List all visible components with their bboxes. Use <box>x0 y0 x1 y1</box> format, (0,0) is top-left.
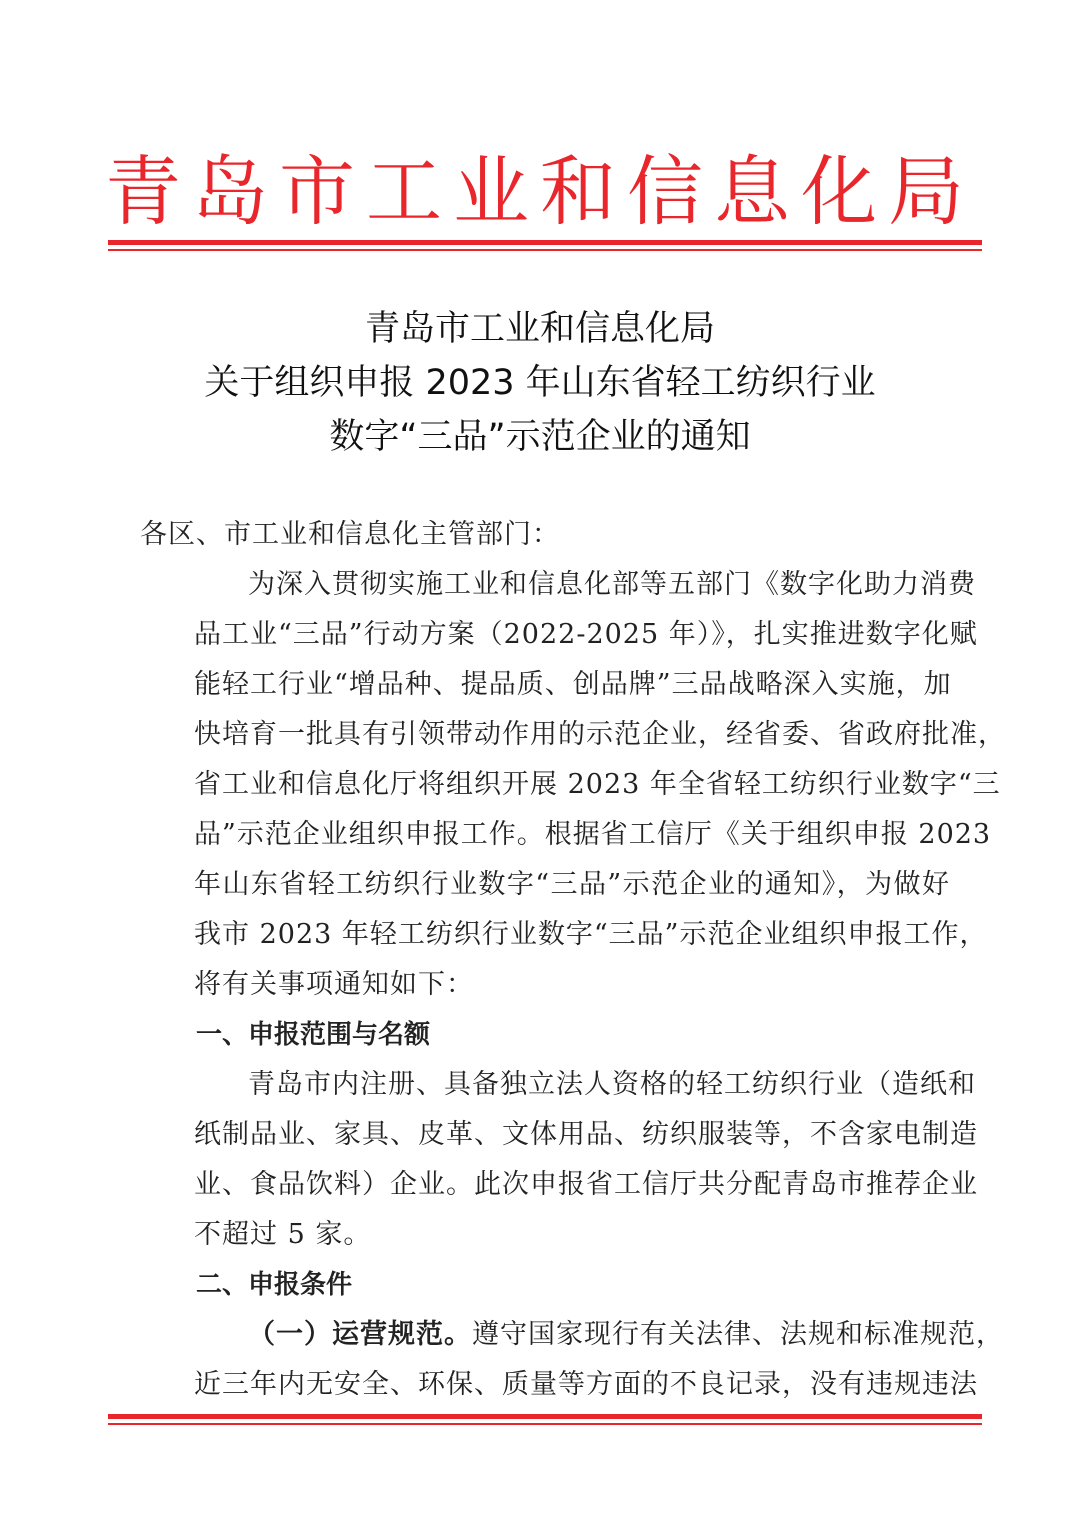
masthead-title: 青岛市工业和信息化局 <box>105 147 975 236</box>
document-title <box>0 302 1080 464</box>
intro-line: 年山东省轻工纺织行业数字“三品”示范企业的通知》，为做好 <box>194 869 950 900</box>
intro-line: 省工业和信息化厅将组织开展 2023 年全省轻工纺织行业数字“三 <box>194 769 1001 800</box>
section-2-heading: 二、申报条件 <box>196 1270 353 1300</box>
intro-line: 我市 2023 年轻工纺织行业数字“三品”示范企业组织申报工作， <box>194 919 988 950</box>
section-1-line: 不超过 5 家。 <box>194 1219 372 1250</box>
intro-line: 快培育一批具有引领带动作用的示范企业，经省委、省政府批准， <box>194 719 1006 750</box>
header-rule-thick <box>108 240 982 245</box>
section-1-line: 青岛市内注册、具备独立法人资格的轻工纺织行业（造纸和 <box>248 1069 976 1100</box>
document-body <box>140 510 1006 1410</box>
header-rule-thin <box>108 249 982 251</box>
condition-1-line <box>140 1310 1004 1360</box>
intro-line: 品”示范企业组织申报工作。根据省工信厅《关于组织申报 2023 <box>194 819 992 850</box>
footer-rule-thin <box>108 1423 982 1425</box>
intro-line: 将有关事项通知如下： <box>194 969 474 1000</box>
footer-rule-thick <box>108 1414 982 1419</box>
section-2-paragraph <box>140 1310 1004 1410</box>
intro-line: 为深入贯彻实施工业和信息化部等五部门《数字化助力消费 <box>248 569 976 600</box>
section-1-line: 业、食品饮料）企业。此次申报省工信厅共分配青岛市推荐企业 <box>194 1169 978 1200</box>
section-1-line: 纸制品业、家具、皮革、文体用品、纺织服装等，不含家电制造 <box>194 1119 978 1150</box>
condition-1-label: （一）运营规范。 <box>248 1319 472 1350</box>
section-1-paragraph <box>140 1060 978 1260</box>
condition-1-line-2: 近三年内无安全、环保、质量等方面的不良记录，没有违规违法 <box>194 1369 978 1400</box>
intro-paragraph <box>140 560 1006 1010</box>
title-line-3: 数字“三品”示范企业的通知 <box>329 417 751 457</box>
intro-line: 能轻工行业“增品种、提品质、创品牌”三品战略深入实施，加 <box>194 669 952 700</box>
intro-line: 品工业“三品”行动方案（2022-2025 年）》，扎实推进数字化赋 <box>194 619 978 650</box>
title-line-2: 关于组织申报 2023 年山东省轻工纺织行业 <box>204 363 876 403</box>
title-line-1: 青岛市工业和信息化局 <box>364 309 715 349</box>
condition-1-text: 遵守国家现行有关法律、法规和标准规范， <box>472 1319 1004 1350</box>
salutation: 各区、市工业和信息化主管部门： <box>140 519 560 550</box>
section-1-heading: 一、申报范围与名额 <box>196 1020 431 1050</box>
